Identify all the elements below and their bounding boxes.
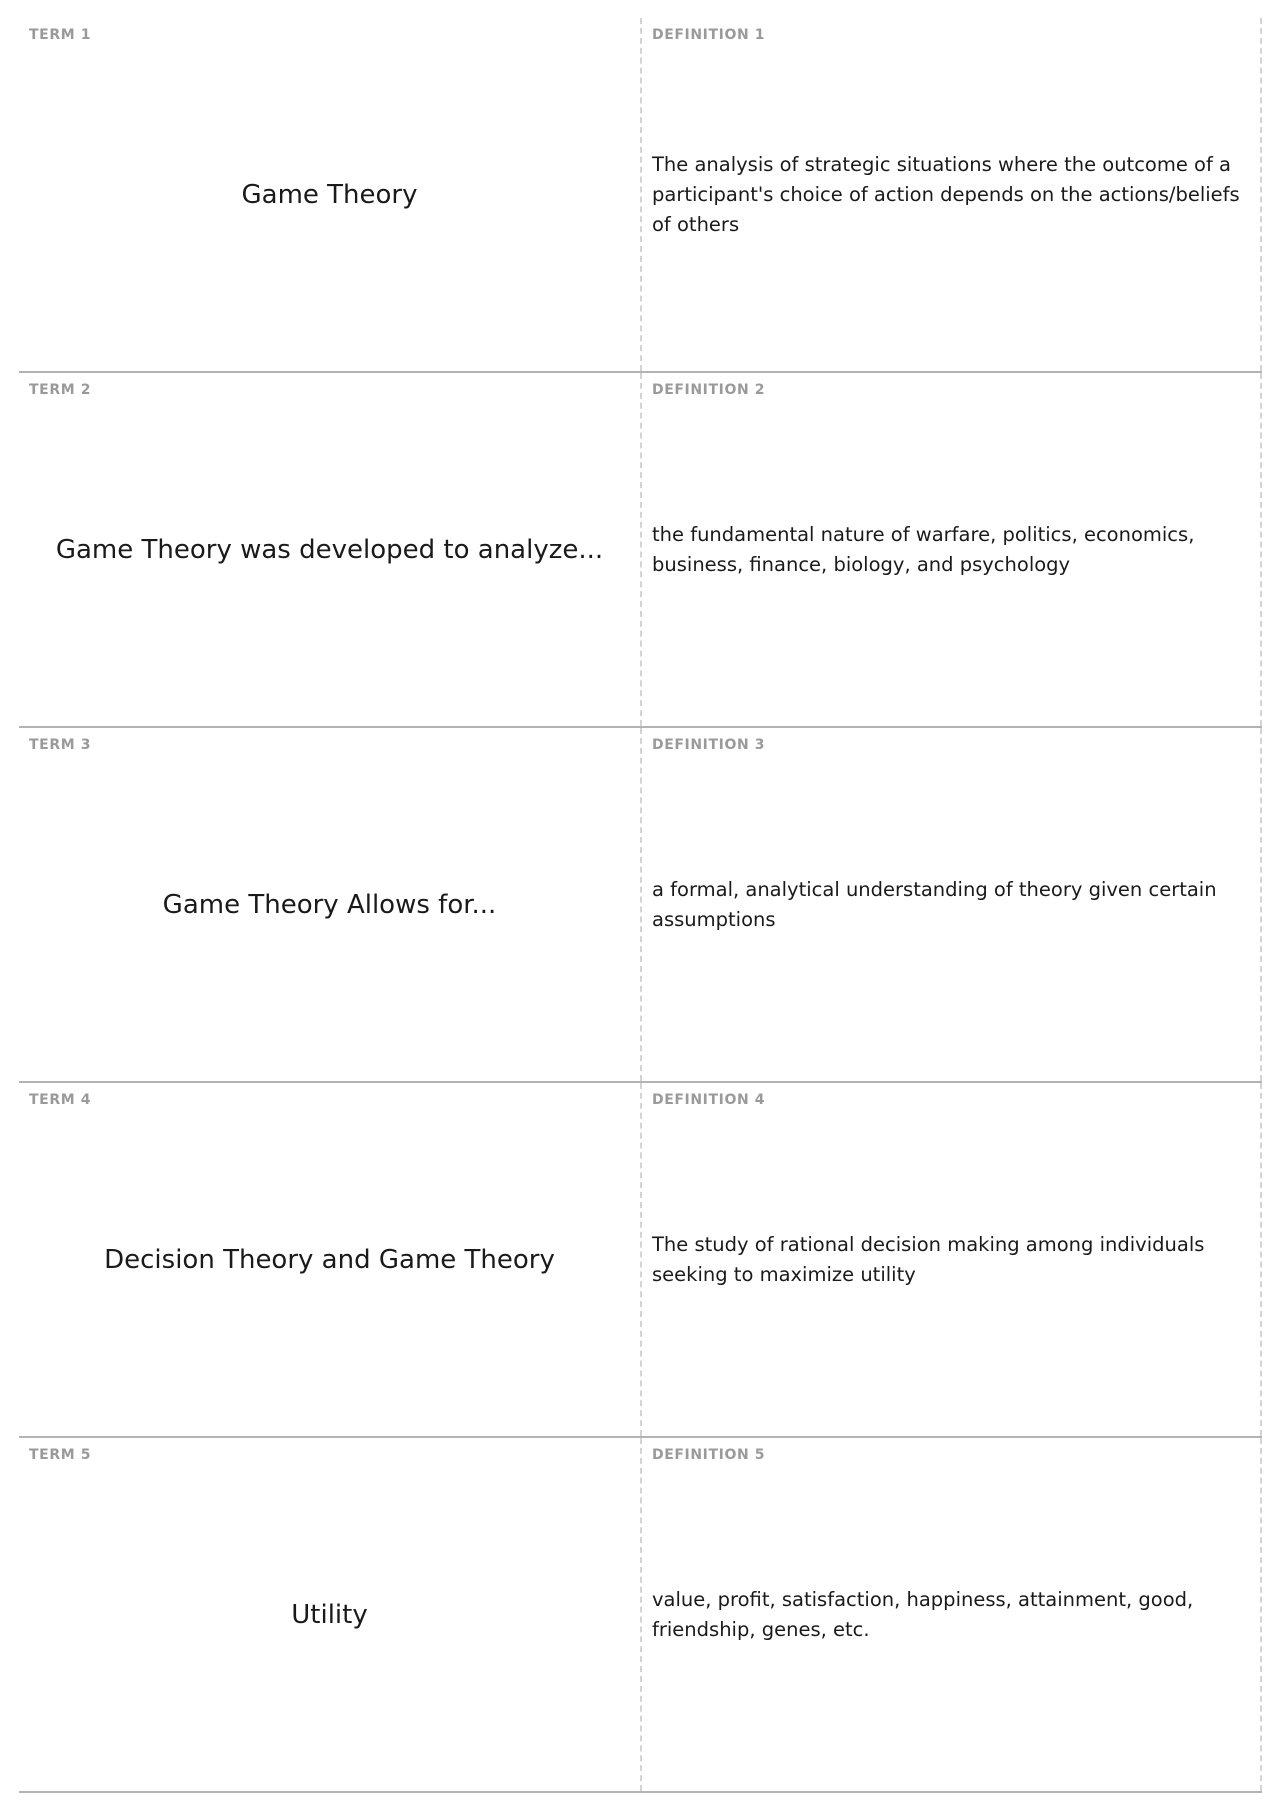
definition-cell	[642, 1083, 1262, 1436]
definition-label: DEFINITION 1	[652, 27, 766, 43]
definition-text: The analysis of strategic situations where the outcome of a participant's choice of action depends on the actions/beliefs of others	[652, 152, 1240, 236]
definition-text: the fundamental nature of warfare, politics, economics, business, finance, biology, and psychology	[652, 522, 1195, 576]
definition-label: DEFINITION 3	[652, 737, 766, 753]
definition-text: a formal, analytical understanding of theory given certain assumptions	[652, 877, 1217, 931]
flashcard-row	[19, 1083, 1262, 1438]
term-cell	[19, 18, 642, 371]
term-text: Game Theory was developed to analyze...	[55, 534, 604, 565]
term-label: TERM 2	[29, 382, 92, 398]
term-cell	[19, 728, 642, 1081]
term-text: Decision Theory and Game Theory	[104, 1244, 555, 1275]
definition-cell	[642, 373, 1262, 726]
term-label: TERM 3	[29, 737, 92, 753]
flashcard-row	[19, 373, 1262, 728]
flashcard-row	[19, 1438, 1262, 1793]
term-label: TERM 4	[29, 1092, 92, 1108]
definition-cell	[642, 1438, 1262, 1791]
term-text: Utility	[291, 1599, 368, 1630]
definition-label: DEFINITION 2	[652, 382, 766, 398]
term-text: Game Theory	[241, 179, 418, 210]
definition-text: The study of rational decision making among individuals seeking to maximize utility	[652, 1232, 1205, 1286]
definition-label: DEFINITION 4	[652, 1092, 766, 1108]
flashcard-sheet	[19, 18, 1262, 1793]
term-label: TERM 1	[29, 27, 92, 43]
definition-text: value, profit, satisfaction, happiness, attainment, good, friendship, genes, etc.	[652, 1587, 1194, 1641]
flashcard-row	[19, 728, 1262, 1083]
flashcard-row	[19, 18, 1262, 373]
term-cell	[19, 1438, 642, 1791]
definition-cell	[642, 18, 1262, 371]
term-cell	[19, 373, 642, 726]
term-label: TERM 5	[29, 1447, 92, 1463]
term-text: Game Theory Allows for...	[162, 889, 497, 920]
definition-label: DEFINITION 5	[652, 1447, 766, 1463]
term-cell	[19, 1083, 642, 1436]
definition-cell	[642, 728, 1262, 1081]
